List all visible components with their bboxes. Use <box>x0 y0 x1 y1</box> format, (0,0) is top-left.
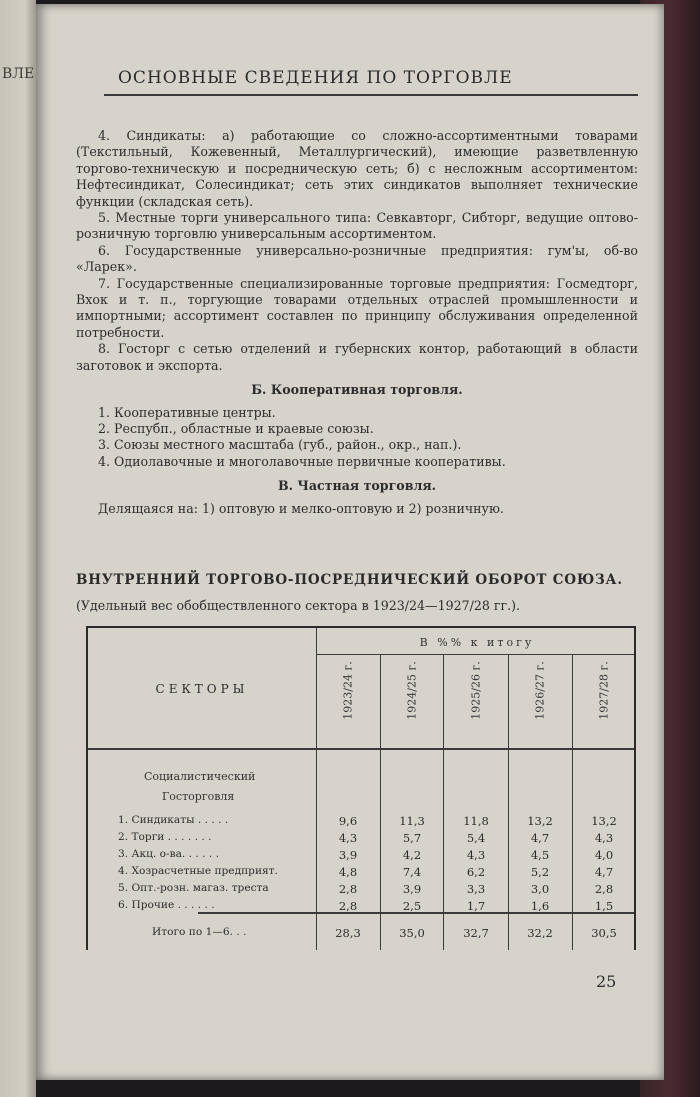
year-header: 1927/28 г. <box>597 661 611 720</box>
paragraph-6: 6. Государственные универсально-розничные предприятия: гум'ы, об-во «Ларек». <box>76 242 638 275</box>
table-cell: 3,9 <box>402 882 422 896</box>
table-divider <box>572 654 573 950</box>
table-cell: 2,5 <box>402 899 422 913</box>
total-cell: 35,0 <box>399 926 425 940</box>
table-divider <box>508 654 509 950</box>
table-cell: 4,3 <box>338 831 358 845</box>
row-label: 5. Опт.-розн. магаз. треста <box>118 882 269 894</box>
table-cell: 6,2 <box>466 865 486 879</box>
table-cell: 4,7 <box>594 865 614 879</box>
table-cell: 7,4 <box>402 865 422 879</box>
table-cell: 4,8 <box>338 865 358 879</box>
section-b-item: 3. Союзы местного масштаба (губ., район., окр., нап.). <box>98 437 462 453</box>
row-label: 3. Акц. о-ва. . . . . . <box>118 848 219 860</box>
percent-header: В %% к итогу <box>419 636 535 649</box>
section-v-text: Делящаяся на: 1) оптовую и мелко-оптовую и 2) розничную. <box>98 500 504 516</box>
paragraph-7: 7. Государственные специализированные торговые предприятия: Госмедторг, Вхок и т. п., торгующие товарами отдельных отраслей промышленности и импортными; ассортимент составлен по принципу обслуживания определенной потребности. <box>76 275 638 340</box>
total-cell: 32,2 <box>527 926 553 940</box>
section-b-title: Б. Кооперативная торговля. <box>251 382 463 398</box>
table-cell: 2,8 <box>338 882 358 896</box>
data-table <box>86 626 636 950</box>
table-divider <box>380 654 381 950</box>
table-divider <box>316 654 634 655</box>
previous-page-edge <box>0 0 36 1097</box>
table-cell: 11,8 <box>463 814 489 828</box>
sectors-header: СЕКТОРЫ <box>155 682 249 696</box>
row-label: 2. Торги . . . . . . . <box>118 831 212 843</box>
table-cell: 4,0 <box>594 848 614 862</box>
table-cell: 5,2 <box>530 865 550 879</box>
table-cell: 11,3 <box>399 814 425 828</box>
table-cell: 4,3 <box>466 848 486 862</box>
table-cell: 3,0 <box>530 882 550 896</box>
year-header: 1925/26 г. <box>469 661 483 720</box>
table-subtitle: (Удельный вес обобществленного сектора в 1923/24—1927/28 гг.). <box>76 598 521 613</box>
row-label: 1. Синдикаты . . . . . <box>118 814 229 826</box>
page-header: ОСНОВНЫЕ СВЕДЕНИЯ ПО ТОРГОВЛЕ <box>118 68 513 88</box>
group-label: Госторговля <box>162 790 235 803</box>
paragraph-4: 4. Синдикаты: а) работающие со сложно-ассортиментными товарами (Текстильный, Кожевенный, Металлургический), имеющие разветвленную торгово-техническую и посредническую сеть; б) с несложным ассортиментом: Нефтесиндикат, Солесиндикат; сеть этих синдикатов выполняет технические функции (складская сеть). <box>76 128 638 209</box>
table-title: ВНУТРЕННИЙ ТОРГОВО-ПОСРЕДНИЧЕСКИЙ ОБОРОТ СОЮЗА. <box>76 572 623 588</box>
section-b-item: 2. Респубп., областные и краевые союзы. <box>98 420 374 436</box>
group-label: Социалистический <box>144 770 256 783</box>
row-label: 4. Хозрасчетные предприят. <box>118 865 278 877</box>
total-cell: 28,3 <box>335 926 361 940</box>
prev-page-header-fragment: ВЛЕ <box>2 66 35 82</box>
table-divider <box>316 628 317 950</box>
page-body <box>76 128 638 517</box>
table-cell: 2,8 <box>594 882 614 896</box>
table-cell: 3,9 <box>338 848 358 862</box>
table-cell: 5,7 <box>402 831 422 845</box>
table-cell: 5,4 <box>466 831 486 845</box>
table-cell: 4,7 <box>530 831 550 845</box>
row-label: 6. Прочие . . . . . . <box>118 899 215 911</box>
year-header: 1926/27 г. <box>533 661 547 720</box>
table-divider <box>88 748 634 750</box>
table-cell: 4,3 <box>594 831 614 845</box>
section-v-title: В. Частная торговля. <box>277 478 437 494</box>
paragraph-8: 8. Госторг с сетью отделений и губернских контор, работающий в области заготовок и экспорта. <box>76 341 638 373</box>
table-cell: 9,6 <box>338 814 358 828</box>
table-divider <box>443 654 444 950</box>
paragraph-5: 5. Местные торги универсального типа: Севкавторг, Сибторг, ведущие оптово-розничную торговлю универсальным ассортиментом. <box>76 210 638 242</box>
year-header: 1923/24 г. <box>341 661 355 720</box>
total-cell: 30,5 <box>591 926 617 940</box>
section-b-item: 1. Кооперативные центры. <box>98 404 276 420</box>
section-b-item: 4. Одиолавочные и многолавочные первичные кооперативы. <box>98 453 506 469</box>
table-cell: 13,2 <box>591 814 617 828</box>
table-cell: 13,2 <box>527 814 553 828</box>
table-cell: 3,3 <box>466 882 486 896</box>
page-number: 25 <box>596 972 617 991</box>
table-cell: 2,8 <box>338 899 358 913</box>
table-cell: 1,7 <box>466 899 486 913</box>
table-cell: 4,5 <box>530 848 550 862</box>
total-label: Итого по 1—6. . . <box>152 926 247 938</box>
table-cell: 4,2 <box>402 848 422 862</box>
table-cell: 1,6 <box>530 899 550 913</box>
book-page <box>36 4 664 1080</box>
header-rule <box>104 94 638 96</box>
year-header: 1924/25 г. <box>405 661 419 720</box>
total-cell: 32,7 <box>463 926 489 940</box>
table-cell: 1,5 <box>594 899 614 913</box>
